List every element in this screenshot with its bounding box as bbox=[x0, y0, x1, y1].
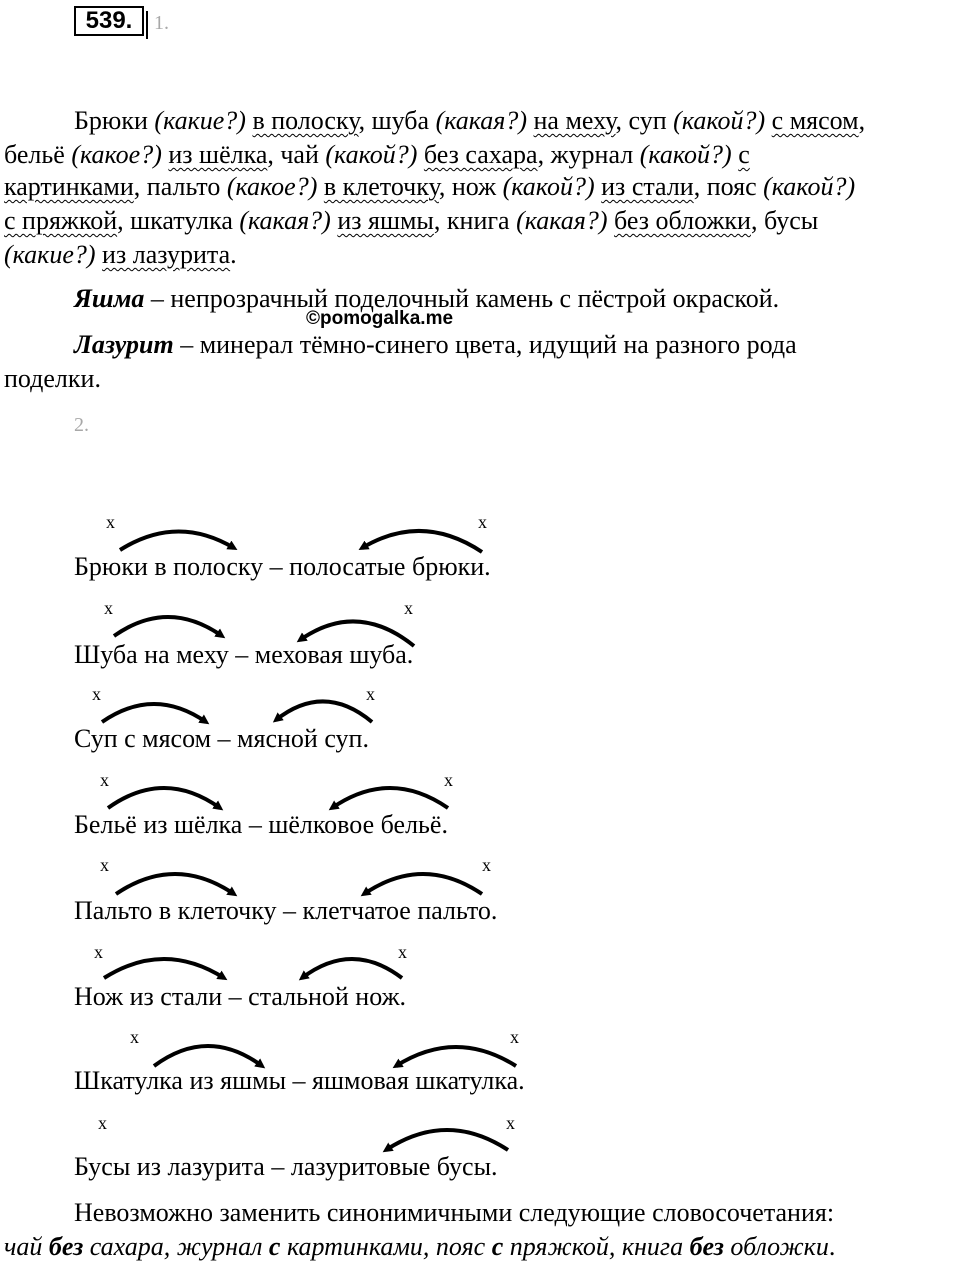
dependent-word: с мясом bbox=[771, 106, 859, 135]
dependency-arrow bbox=[114, 617, 222, 636]
pair-2: Шуба на меху – меховая шуба. bbox=[74, 640, 414, 669]
term-yashma: Яшма bbox=[74, 284, 145, 313]
main-word-mark: x bbox=[94, 942, 103, 962]
main-word-mark: x bbox=[510, 1027, 519, 1047]
dependent-word: в полоску bbox=[252, 106, 359, 135]
part1-line-3: картинками, пальто (какое?) в клеточку, нож (какой?) из стали, пояс (какой?) bbox=[4, 172, 856, 201]
noun: Брюки bbox=[74, 106, 155, 135]
conclusion-line-2: чай без сахара, журнал с картинками, пояс с пряжкой, книга без обложки. bbox=[4, 1232, 836, 1261]
task-number: 539. bbox=[74, 6, 144, 36]
question: (какое?) bbox=[71, 140, 162, 169]
dependent-word: из стали bbox=[601, 172, 694, 201]
preposition: без bbox=[689, 1232, 724, 1261]
pair-5: Пальто в клеточку – клетчатое пальто. bbox=[74, 896, 498, 925]
main-word-mark: x bbox=[398, 942, 407, 962]
question: (какие?) bbox=[154, 106, 246, 135]
dependent-word: без сахара bbox=[423, 140, 538, 169]
main-word-mark: x bbox=[366, 684, 375, 704]
dependent-word: в клеточку bbox=[323, 172, 439, 201]
part-1-label: 1. bbox=[154, 12, 169, 34]
pair-1: Брюки в полоску – полосатые брюки. bbox=[74, 552, 491, 581]
dependency-arrow bbox=[386, 1130, 508, 1150]
dependency-arrow bbox=[154, 1046, 262, 1066]
pair-4: Бельё из шёлка – шёлковое бельё. bbox=[74, 810, 448, 839]
question: (какая?) bbox=[516, 206, 608, 235]
question: (какой?) bbox=[325, 140, 418, 169]
question: (какой?) bbox=[673, 106, 766, 135]
main-word-mark: x bbox=[98, 1113, 107, 1133]
question: (какой?) bbox=[502, 172, 595, 201]
definition-lazurit: Лазурит – минерал тёмно-синего цвета, идущий на разного рода bbox=[74, 330, 797, 359]
question: (какой?) bbox=[639, 140, 732, 169]
main-word-mark: x bbox=[100, 855, 109, 875]
main-word-mark: x bbox=[404, 598, 413, 618]
dependency-arrow bbox=[332, 788, 448, 808]
dependent-word: на меху bbox=[533, 106, 616, 135]
main-word-mark: x bbox=[92, 684, 101, 704]
conclusion-line-1: Невозможно заменить синонимичными следующие словосочетания: bbox=[74, 1198, 835, 1227]
dependency-arrow bbox=[102, 704, 206, 722]
pair-3: Суп с мясом – мясной суп. bbox=[74, 724, 369, 753]
dependency-arrow bbox=[302, 959, 402, 978]
dependent-word: без обложки bbox=[614, 206, 751, 235]
dependency-arrow bbox=[120, 531, 234, 550]
dependency-arrow bbox=[276, 701, 372, 722]
watermark: ©pomogalka.me bbox=[306, 308, 454, 329]
pair-7: Шкатулка из яшмы – яшмовая шкатулка. bbox=[74, 1066, 525, 1095]
part1-line-2: бельё (какое?) из шёлка, чай (какой?) без сахара, журнал (какой?) с bbox=[4, 140, 750, 169]
dependent-word: с пряжкой bbox=[4, 206, 118, 235]
question: (какая?) bbox=[435, 106, 528, 135]
question: (какое?) bbox=[226, 172, 318, 201]
main-word-mark: x bbox=[478, 512, 487, 532]
dependent-word: из яшмы bbox=[337, 206, 434, 235]
main-word-mark: x bbox=[482, 855, 491, 875]
dependency-arrow bbox=[108, 788, 220, 808]
main-word-mark: x bbox=[130, 1027, 139, 1047]
part1-line-1: Брюки (какие?) в полоску, шуба (какая?) на меху, суп (какой?) с мясом, bbox=[74, 106, 866, 135]
preposition: с bbox=[491, 1232, 504, 1261]
question: (какой?) bbox=[763, 172, 856, 201]
dependency-arrow bbox=[116, 874, 234, 894]
main-word-mark: x bbox=[104, 598, 113, 618]
question: (какие?) bbox=[4, 240, 96, 269]
term-lazurit: Лазурит bbox=[74, 330, 174, 359]
definition-yashma: Яшма – непрозрачный поделочный камень с пёстрой окраской. bbox=[74, 284, 780, 313]
dependent-word: из шёлка bbox=[168, 140, 268, 169]
question: (какая?) bbox=[239, 206, 331, 235]
dependency-arrow bbox=[364, 874, 482, 894]
dependent-word: из лазурита bbox=[102, 240, 231, 269]
dependent-word: с bbox=[738, 140, 750, 169]
dependency-arrow bbox=[362, 531, 482, 552]
part1-line-4: с пряжкой, шкатулка (какая?) из яшмы, книга (какая?) без обложки, бусы bbox=[4, 206, 819, 235]
main-word-mark: x bbox=[100, 770, 109, 790]
main-word-mark: x bbox=[506, 1113, 515, 1133]
pair-6: Нож из стали – стальной нож. bbox=[74, 982, 407, 1011]
dependency-arrow bbox=[396, 1047, 516, 1066]
main-word-mark: x bbox=[444, 770, 453, 790]
definition-lazurit-cont: поделки. bbox=[4, 364, 101, 393]
part1-line-5: (какие?) из лазурита. bbox=[4, 240, 237, 269]
preposition: без bbox=[48, 1232, 84, 1261]
part-2-label: 2. bbox=[74, 414, 89, 436]
dependent-word: картинками bbox=[4, 172, 134, 201]
dependency-arrow bbox=[104, 959, 224, 978]
preposition: с bbox=[268, 1232, 281, 1261]
pair-8: Бусы из лазурита – лазуритовые бусы. bbox=[74, 1152, 498, 1181]
main-word-mark: x bbox=[106, 512, 115, 532]
